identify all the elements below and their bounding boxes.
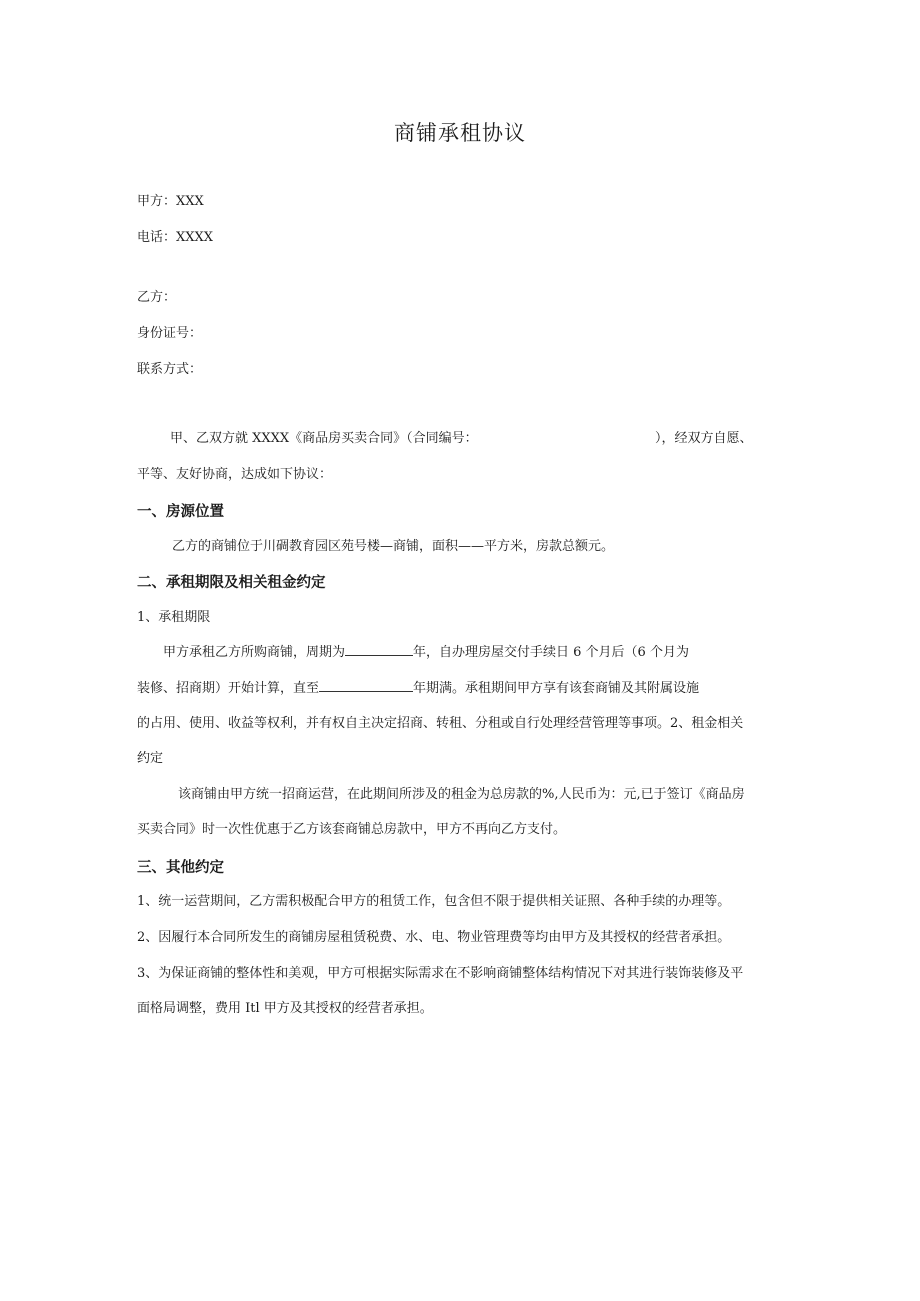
section-3-item-1: 1、统一运营期间，乙方需积极配合甲方的租赁工作，包含但不限于提供相关证照、各种手续的办理等。 [137, 894, 731, 909]
end-year-blank [319, 679, 413, 692]
section-2-para-4: 约定 [137, 751, 164, 766]
party-a-phone: 电话：XXXX [137, 230, 214, 245]
section-2-para-1 [163, 643, 689, 662]
section-2-sub-1: 1、承租期限 [137, 610, 211, 625]
section-2-para-5: 该商铺由甲方统一招商运营，在此期间所涉及的租金为总房款的%,人民币为：元,已于签订《商品房 [178, 787, 745, 802]
section-2-para-3: 的占用、使用、收益等权利，并有权自主决定招商、转租、分租或自行处理经营管理等事项。2、租金相关 [137, 716, 744, 731]
section-2-heading: 二、承租期限及相关租金约定 [137, 575, 326, 591]
section-3-heading: 三、其他约定 [137, 860, 224, 876]
para-2-text-b: 年期满。承租期间甲方享有该套商铺及其附属设施 [413, 681, 700, 696]
party-b-id: 身份证号： [137, 326, 203, 341]
section-1-heading: 一、房源位置 [137, 504, 224, 520]
section-2-para-2 [137, 679, 699, 698]
section-3-item-3a: 3、为保证商铺的整体性和美观，甲方可根据实际需求在不影响商铺整体结构情况下对其进行装饰装修及平 [137, 966, 744, 981]
party-b-label: 乙方： [137, 290, 177, 305]
para-2-text-a: 装修、招商期）开始计算，直至 [137, 681, 320, 696]
para-1-text-b: 年，自办理房屋交付手续日 6 个月后（6 个月为 [413, 645, 689, 660]
intro-line-1a: 甲、乙双方就 XXXX《商品房买卖合同》（合同编号： [170, 431, 478, 446]
para-1-text-a: 甲方承租乙方所购商铺，周期为 [163, 645, 346, 660]
section-2-para-6: 买卖合同》时一次性优惠于乙方该套商铺总房款中，甲方不再向乙方支付。 [137, 822, 567, 837]
intro-line-2: 平等、友好协商，达成如下协议： [137, 467, 333, 482]
term-years-blank [345, 643, 413, 656]
section-3-item-2: 2、因履行本合同所发生的商铺房屋租赁税费、水、电、物业管理费等均由甲方及其授权的经营者承担。 [137, 930, 731, 945]
section-3-item-3b: 面格局调整，费用 Itl 甲方及其授权的经营者承担。 [137, 1001, 433, 1016]
section-1-text: 乙方的商铺位于川碉教育园区苑号楼—商铺，面积——平方米，房款总额元。 [172, 539, 615, 554]
intro-line-1b: ），经双方自愿、 [655, 431, 753, 446]
party-b-contact: 联系方式： [137, 362, 203, 377]
party-a-label: 甲方：XXX [137, 194, 204, 209]
document-title: 商铺承租协议 [394, 121, 526, 145]
